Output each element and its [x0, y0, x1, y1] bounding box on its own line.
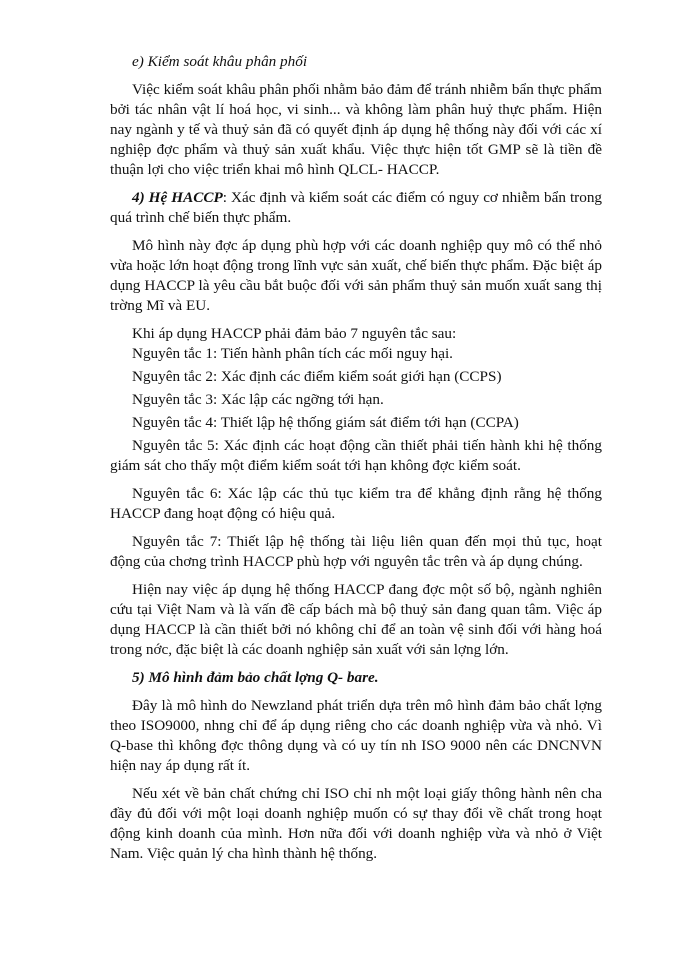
section-e-heading: e) Kiểm soát khâu phân phối	[132, 53, 308, 70]
section-4-heading: 4) Hệ HACCP	[132, 189, 223, 206]
section-4-paragraph-1: Mô hình này đợc áp dụng phù hợp với các doanh nghiệp quy mô có thể nhỏ vừa hoặc lớn hoạt động trong lĩnh vực sản xuất, chế biến thực phẩm. Đặc biệt áp dụng HACCP là yêu cầu bắt buộc đối với sản phẩm thuỷ sản muốn xuất sang thị trờng Mĩ và EU.	[110, 237, 602, 314]
section-5-paragraph-1: Đây là mô hình do Newzland phát triển dựa trên mô hình đảm bảo chất lợng theo ISO9000, nhng chỉ để áp dụng riêng cho các doanh nghiệp vừa và nhỏ. Vì Q-base thì không đợc thông dụng và có uy tín nh ISO 9000 nên các DNCNVN hiện nay áp dụng rất ít.	[110, 697, 602, 774]
principle-7: Nguyên tắc 7: Thiết lập hệ thống tài liệu liên quan đến mọi thủ tục, hoạt động của chơng trình HACCP phù hợp với nguyên tắc trên và áp dụng chúng.	[110, 533, 602, 570]
principle-2: Nguyên tắc 2: Xác định các điểm kiểm soát giới hạn (CCPS)	[132, 368, 502, 385]
principle-3: Nguyên tắc 3: Xác lập các ngỡng tới hạn.	[132, 391, 384, 408]
section-e-paragraph: Việc kiểm soát khâu phân phối nhằm bảo đảm để tránh nhiễm bẩn thực phẩm bởi tác nhân vật lí hoá học, vi sinh... và không làm phân huỷ thực phẩm. Hiện nay ngành y tế và thuỷ sản đã có quyết định áp dụng hệ thống này đối với các xí nghiệp đợc phẩm và thuỷ sản xuất khẩu. Việc thực hiện tốt GMP sẽ là tiền đề thuận lợi cho việc triển khai mô hình QLCL- HACCP.	[110, 81, 602, 178]
principle-4: Nguyên tắc 4: Thiết lập hệ thống giám sát điểm tới hạn (CCPA)	[132, 414, 519, 431]
section-4-paragraph-2: Khi áp dụng HACCP phải đảm bảo 7 nguyên tắc sau:	[132, 325, 457, 342]
section-5-heading: 5) Mô hình đảm bảo chất lợng Q- bare.	[132, 669, 379, 686]
principle-6: Nguyên tắc 6: Xác lập các thủ tục kiểm tra để khẳng định rằng hệ thống HACCP đang hoạt động có hiệu quả.	[110, 485, 602, 522]
principle-1: Nguyên tắc 1: Tiến hành phân tích các mối nguy hại.	[132, 345, 453, 362]
section-4-intro-text: : Xác định và kiểm soát các điểm có nguy cơ nhiễm bẩn trong quá trình chế biến thực phẩm.	[110, 189, 603, 226]
principle-5: Nguyên tắc 5: Xác định các hoạt động cần thiết phải tiến hành khi hệ thống giám sát cho thấy một điểm kiểm soát tới hạn không đợc kiểm soát.	[110, 437, 602, 474]
section-4-paragraph-3: Hiện nay việc áp dụng hệ thống HACCP đang đợc một số bộ, ngành nghiên cứu tại Việt Nam và là vấn đề cấp bách mà bộ thuỷ sản đang quan tâm. Việc áp dụng HACCP là cần thiết bởi nó không chỉ để an toàn vệ sinh đối với hàng hoá trong nớc, đặc biệt là các doanh nghiệp sản xuất với sản lợng lớn.	[110, 581, 602, 658]
section-4-intro	[110, 188, 602, 228]
section-5-paragraph-2: Nếu xét về bản chất chứng chỉ ISO chỉ nh một loại giấy thông hành nên cha đầy đủ đối với một loại doanh nghiệp muốn có sự thay đổi về chất trong hoạt động kinh doanh của mình. Hơn nữa đối với doanh nghiệp vừa và nhỏ ở Việt Nam. Việc quản lý cha hình thành hệ thống.	[110, 785, 602, 862]
